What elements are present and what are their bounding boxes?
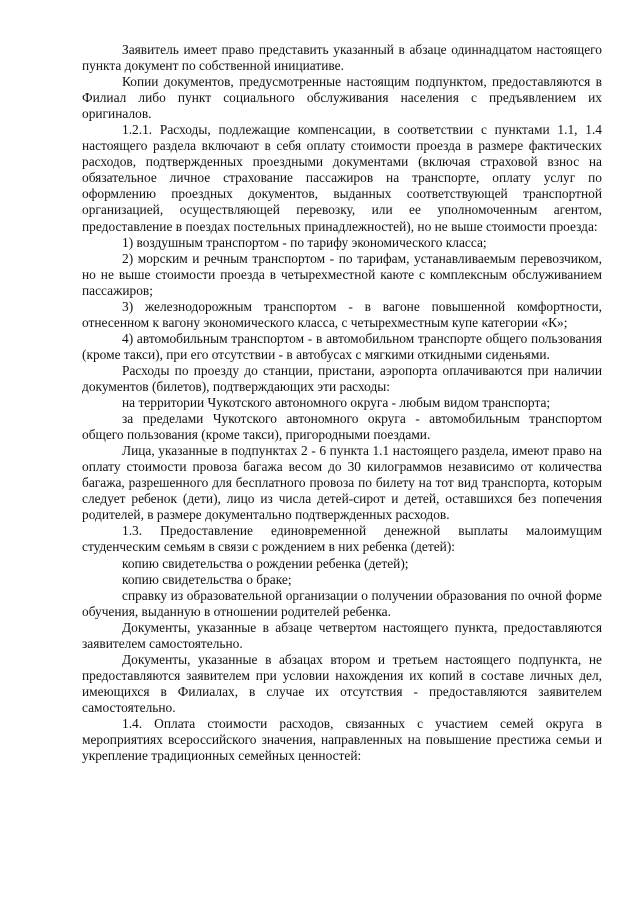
paragraph: Документы, указанные в абзаце четвертом настоящего пункта, предоставляются заявителем самостоятельно. <box>82 619 602 651</box>
paragraph: за пределами Чукотского автономного округа - автомобильным транспортом общего пользования (кроме такси), пригородными поездами. <box>82 411 602 443</box>
list-item: 4) автомобильным транспортом - в автомобильном транспорте общего пользования (кроме такси), при его отсутствии - в автобусах с мягкими откидными сиденьями. <box>82 330 602 362</box>
paragraph: Лица, указанные в подпунктах 2 - 6 пункта 1.1 настоящего раздела, имеют право на оплату стоимости провоза багажа весом до 30 килограммов независимо от количества багажа, разрешенного для бесплатного провоза по билету на тот вид транспорта, которым следует ребенок (дети), лицо из числа детей-сирот и детей, оставшихся без попечения родителей, в размере документально подтвержденных расходов. <box>82 443 602 523</box>
list-item: 2) морским и речным транспортом - по тарифам, устанавливаемым перевозчиком, но не выше стоимости проезда в четырехместной каюте с комплексным обслуживанием пассажиров; <box>82 250 602 298</box>
paragraph: на территории Чукотского автономного округа - любым видом транспорта; <box>122 395 551 411</box>
list-item: 3) железнодорожным транспортом - в вагоне повышенной комфортности, отнесенном к вагону экономического класса, с четырехместным купе категории «К»; <box>82 298 602 330</box>
paragraph: Копии документов, предусмотренные настоящим подпунктом, предоставляются в Филиал либо пункт социального обслуживания населения с предъявлением их оригиналов. <box>82 74 602 122</box>
paragraph: Заявитель имеет право представить указанный в абзаце одиннадцатом настоящего пункта документ по собственной инициативе. <box>82 42 602 74</box>
paragraph: копию свидетельства о браке; <box>122 571 292 587</box>
paragraph: 1.3. Предоставление единовременной денежной выплаты малоимущим студенческим семьям в связи с рождением в них ребенка (детей): <box>82 523 602 555</box>
paragraph: справку из образовательной организации о получении образования по очной форме обучения, выданную в отношении родителей ребенка. <box>82 587 602 619</box>
paragraph: 1.2.1. Расходы, подлежащие компенсации, в соответствии с пунктами 1.1, 1.4 настоящего раздела включают в себя оплату стоимости проезда в размере фактических расходов, подтвержденных проездными документами (включая страховой взнос на обязательное личное страхование пассажиров на транспорте, оплату услуг по оформлению проездных документов, выданных соответствующей транспортной организацией, осуществляющей перевозку, или ее уполномоченным агентом, предоставление в поездах постельных принадлежностей), но не выше стоимости проезда: <box>82 122 602 234</box>
paragraph: 1.4. Оплата стоимости расходов, связанных с участием семей округа в мероприятиях всероссийского значения, направленных на повышение престижа семьи и укрепление традиционных семейных ценностей: <box>82 715 602 764</box>
paragraph: Документы, указанные в абзацах втором и третьем настоящего подпункта, не предоставляются заявителем при условии нахождения их копий в составе личных дел, имеющихся в Филиалах, в случае их отсутствия - предоставляются заявителем самостоятельно. <box>82 651 602 715</box>
document-page <box>82 42 602 764</box>
paragraph: Расходы по проезду до станции, пристани, аэропорта оплачиваются при наличии документов (билетов), подтверждающих эти расходы: <box>82 362 602 394</box>
paragraph: копию свидетельства о рождении ребенка (детей); <box>122 555 409 571</box>
list-item: 1) воздушным транспортом - по тарифу экономического класса; <box>122 234 487 250</box>
